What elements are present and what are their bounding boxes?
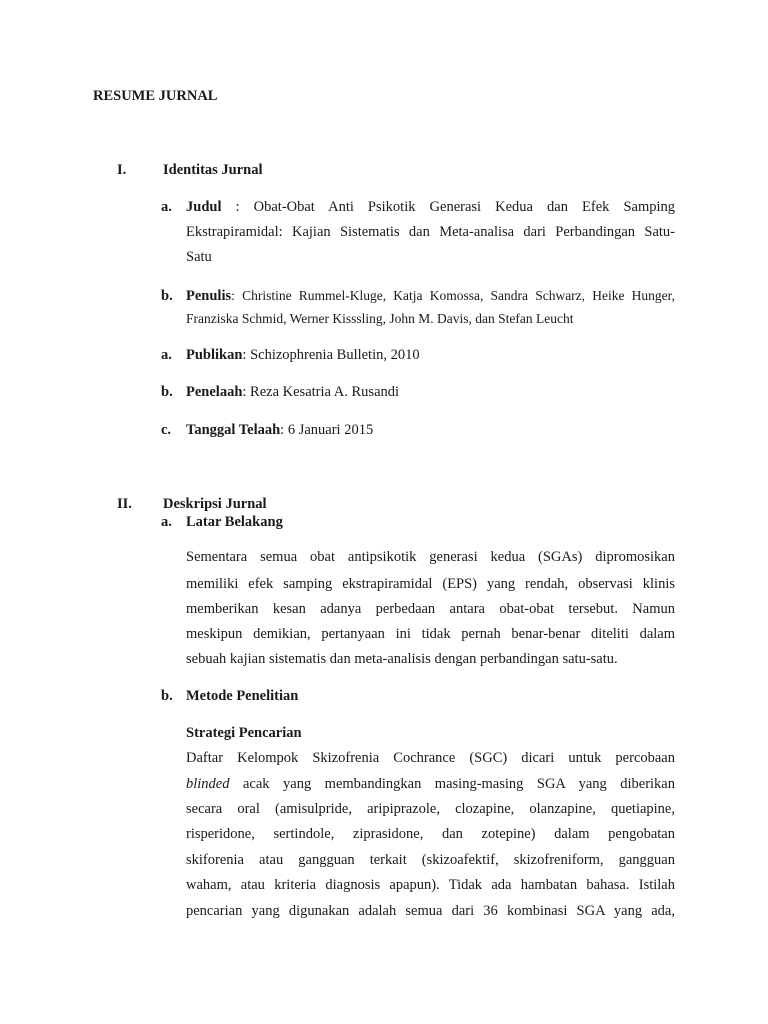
document-title: RESUME JURNAL — [93, 88, 218, 104]
item-judul-line3: Satu — [186, 249, 212, 265]
latar-line: meskipun demikian, pertanyaan ini tidak pernah benar-benar diteliti dalam — [186, 626, 675, 642]
metode-line: Daftar Kelompok Skizofrenia Cochrance (SGC) dicari untuk percobaan — [186, 750, 675, 766]
section-1-heading: Identitas Jurnal — [163, 162, 263, 178]
latar-line: memberikan kesan adanya perbedaan antara obat-obat tersebut. Namun — [186, 601, 675, 617]
item-publikan: Publikan: Schizophrenia Bulletin, 2010 — [186, 347, 420, 363]
item-tanggal-letter: c. — [161, 422, 172, 438]
metode-heading: Metode Penelitian — [186, 688, 299, 704]
metode-line: pencarian yang digunakan adalah semua dari 36 kombinasi SGA yang ada, — [186, 903, 675, 919]
item-penulis-letter: b. — [161, 288, 173, 304]
metode-line: secara oral (amisulpride, aripiprazole, clozapine, olanzapine, quetiapine, — [186, 801, 675, 817]
latar-line: sebuah kajian sistematis dan meta-analisis dengan perbandingan satu-satu. — [186, 651, 618, 667]
item-judul-line1: Judul : Obat-Obat Anti Psikotik Generasi Kedua dan Efek Samping — [186, 199, 675, 215]
item-publikan-letter: a. — [161, 347, 172, 363]
item-penelaah-letter: b. — [161, 384, 173, 400]
item-penelaah: Penelaah: Reza Kesatria A. Rusandi — [186, 384, 400, 400]
section-1-numeral: I. — [117, 162, 127, 178]
metode-line: risperidone, sertindole, ziprasidone, dan zotepine) dalam pengobatan — [186, 826, 675, 842]
blinded-term: blinded — [186, 776, 230, 792]
latar-line: Sementara semua obat antipsikotik generasi kedua (SGAs) dipromosikan — [186, 549, 675, 565]
latar-heading: Latar Belakang — [186, 514, 283, 530]
item-judul-line2: Ekstrapiramidal: Kajian Sistematis dan Meta-analisa dari Perbandingan Satu- — [186, 224, 675, 240]
strategi-heading: Strategi Pencarian — [186, 725, 302, 741]
item-penulis-line1: Penulis: Christine Rummel-Kluge, Katja Komossa, Sandra Schwarz, Heike Hunger, — [186, 288, 675, 304]
item-judul-label: Judul — [186, 199, 222, 215]
section-2-numeral: II. — [117, 496, 132, 512]
latar-line: memiliki efek samping ekstrapiramidal (EPS) yang rendah, observasi klinis — [186, 576, 675, 592]
latar-letter: a. — [161, 514, 172, 530]
item-penelaah-label: Penelaah — [186, 384, 243, 400]
section-2-heading: Deskripsi Jurnal — [163, 496, 267, 512]
item-tanggal-label: Tanggal Telaah — [186, 422, 281, 438]
item-judul-letter: a. — [161, 199, 172, 215]
metode-line: waham, atau kriteria diagnosis apapun). Tidak ada hambatan bahasa. Istilah — [186, 877, 675, 893]
item-penulis-line2: Franziska Schmid, Werner Kisssling, John M. Davis, dan Stefan Leucht — [186, 311, 574, 326]
item-publikan-label: Publikan — [186, 347, 243, 363]
metode-letter: b. — [161, 688, 173, 704]
item-tanggal: Tanggal Telaah: 6 Januari 2015 — [186, 422, 374, 438]
metode-line: skiforenia atau gangguan terkait (skizoafektif, skizofreniform, gangguan — [186, 852, 675, 868]
metode-line: blinded acak yang membandingkan masing-masing SGA yang diberikan — [186, 776, 675, 792]
item-penulis-label: Penulis — [186, 288, 232, 304]
